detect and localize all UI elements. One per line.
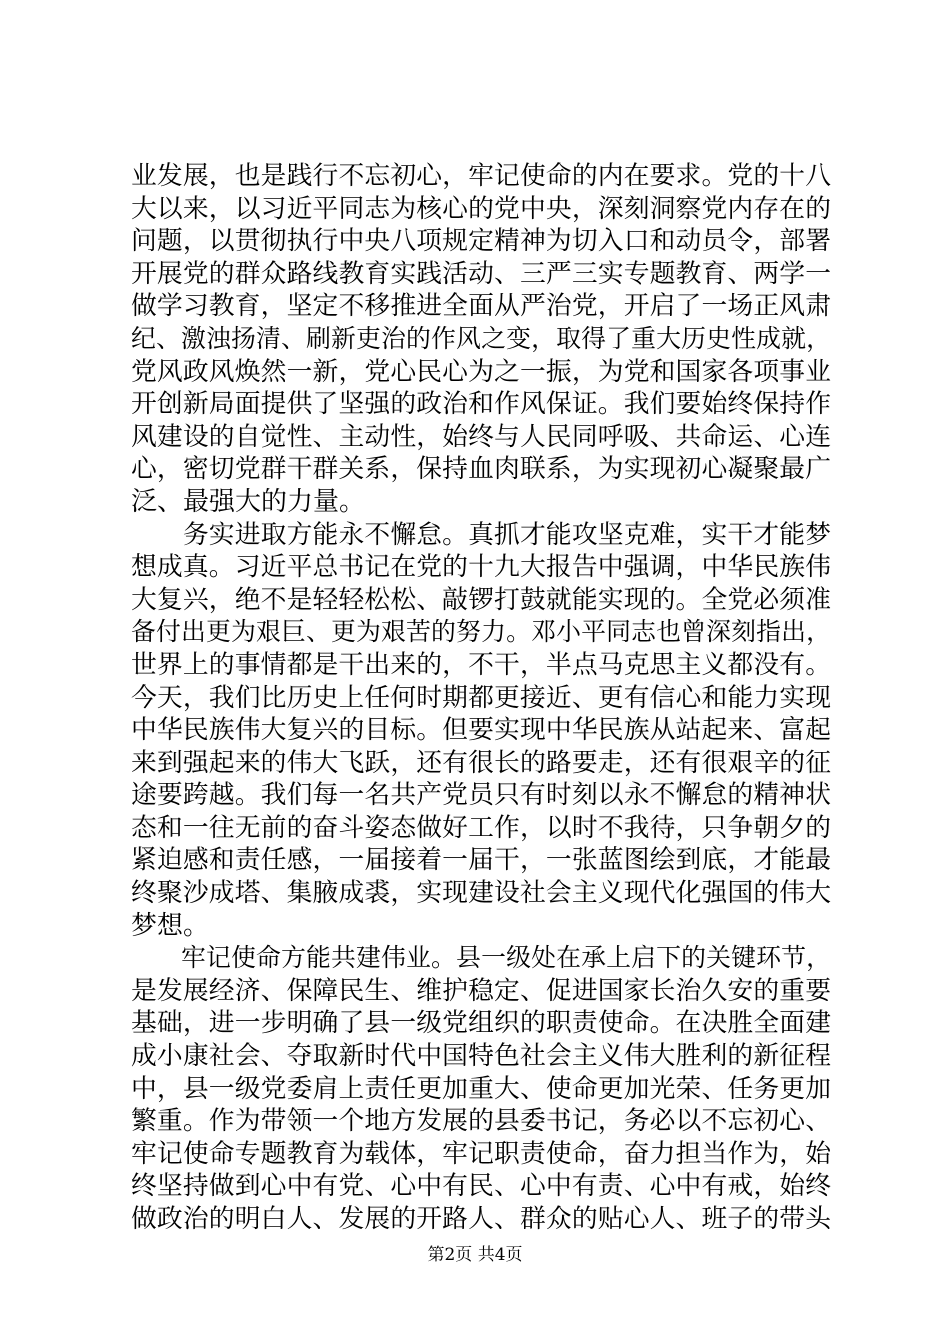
text-line: 紧迫感和责任感，一届接着一届干，一张蓝图绘到底，才能最 <box>131 845 831 876</box>
text-line: 想成真。习近平总书记在党的十九大报告中强调，中华民族伟 <box>131 552 831 583</box>
text-line: 梦想。 <box>131 910 210 941</box>
text-line: 态和一往无前的奋斗姿态做好工作，以时不我待，只争朝夕的 <box>131 812 831 843</box>
text-line: 中华民族伟大复兴的目标。但要实现中华民族从站起来、富起 <box>131 715 831 746</box>
text-line: 做政治的明白人、发展的开路人、群众的贴心人、班子的带头 <box>131 1204 831 1234</box>
text-line: 大以来，以习近平同志为核心的党中央，深刻洞察党内存在的 <box>131 193 831 224</box>
text-line: 做学习教育，坚定不移推进全面从严治党，开启了一场正风肃 <box>131 291 831 322</box>
text-line: 备付出更为艰巨、更为艰苦的努力。邓小平同志也曾深刻指出， <box>131 617 831 647</box>
text-line: 途要跨越。我们每一名共产党员只有时刻以永不懈怠的精神状 <box>131 780 831 811</box>
text-line: 今天，我们比历史上任何时期都更接近、更有信心和能力实现 <box>131 682 831 713</box>
text-line: 问题，以贯彻执行中央八项规定精神为切入口和动员令，部署 <box>131 226 831 257</box>
text-line: 大复兴，绝不是轻轻松松、敲锣打鼓就能实现的。全党必须准 <box>131 584 831 615</box>
text-line: 终聚沙成塔、集腋成裘，实现建设社会主义现代化强国的伟大 <box>131 878 831 909</box>
body-text <box>131 160 831 1236</box>
text-line: 是发展经济、保障民生、维护稳定、促进国家长治久安的重要 <box>131 975 831 1006</box>
text-line: 中，县一级党委肩上责任更加重大、使命更加光荣、任务更加 <box>131 1073 831 1104</box>
text-line: 终坚持做到心中有党、心中有民、心中有责、心中有戒，始终 <box>131 1171 831 1202</box>
text-line: 党风政风焕然一新，党心民心为之一振，为党和国家各项事业 <box>131 356 831 387</box>
text-line: 心，密切党群干群关系，保持血肉联系，为实现初心凝聚最广 <box>131 454 831 485</box>
text-line: 繁重。作为带领一个地方发展的县委书记，务必以不忘初心、 <box>131 1106 831 1137</box>
text-line: 泛、最强大的力量。 <box>131 486 366 517</box>
text-line: 成小康社会、夺取新时代中国特色社会主义伟大胜利的新征程 <box>131 1041 831 1072</box>
text-line: 牢记使命专题教育为载体，牢记职责使命，奋力担当作为，始 <box>131 1138 831 1169</box>
text-line: 务实进取方能永不懈怠。真抓才能攻坚克难，实干才能梦 <box>131 519 831 550</box>
page-footer: 第2页 共4页 <box>427 1245 523 1265</box>
text-line: 纪、激浊扬清、刷新吏治的作风之变，取得了重大历史性成就， <box>131 323 831 353</box>
text-line: 牢记使命方能共建伟业。县一级处在承上启下的关键环节， <box>131 943 831 973</box>
text-line: 世界上的事情都是干出来的，不干，半点马克思主义都没有。 <box>131 649 831 680</box>
text-line: 基础，进一步明确了县一级党组织的职责使命。在决胜全面建 <box>131 1008 831 1039</box>
text-line: 业发展，也是践行不忘初心，牢记使命的内在要求。党的十八 <box>131 161 831 191</box>
text-line: 开创新局面提供了坚强的政治和作风保证。我们要始终保持作 <box>131 389 831 420</box>
text-line: 风建设的自觉性、主动性，始终与人民同呼吸、共命运、心连 <box>131 421 831 452</box>
text-line: 开展党的群众路线教育实践活动、三严三实专题教育、两学一 <box>131 258 831 289</box>
text-line: 来到强起来的伟大飞跃，还有很长的路要走，还有很艰辛的征 <box>131 747 831 778</box>
